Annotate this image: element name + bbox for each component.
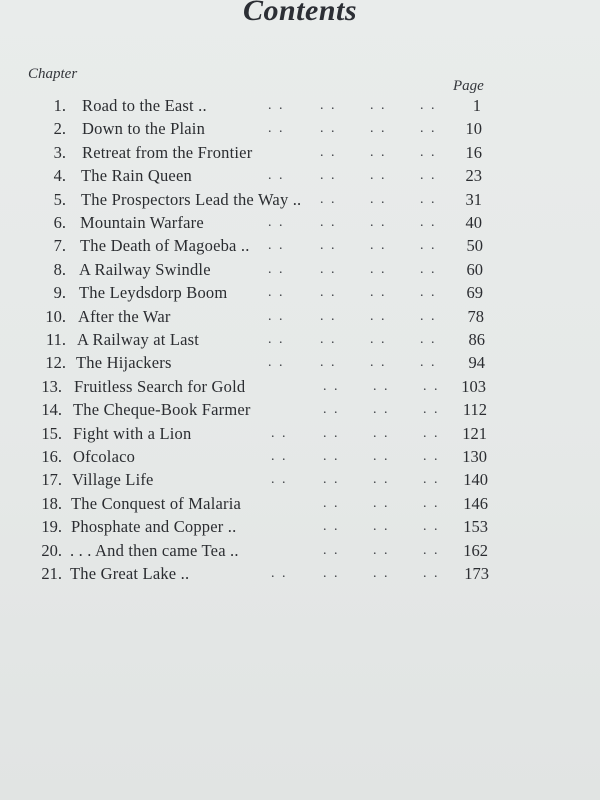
chapter-number: 9. [53,283,66,303]
toc-entry [0,375,600,398]
dot-leaders [0,141,600,164]
dot-leader: . . [423,449,440,464]
dot-leader: . . [423,425,440,441]
dot-leaders [0,328,600,351]
page-number: 94 [468,353,485,373]
dot-leaders [0,562,600,585]
dot-leaders [0,445,600,468]
dot-leader: . . [373,425,390,441]
dot-leader: . . [320,238,337,254]
dot-leader: . . [323,378,340,394]
toc-entry [0,539,600,562]
chapter-title: The Cheque-Book Farmer [73,400,251,420]
toc-entry [0,492,600,515]
dot-leader: . . [373,542,390,558]
toc-entry [0,94,600,117]
toc-entry [0,515,600,538]
dot-leader: . . [420,261,437,277]
toc-entry [0,305,600,328]
page-number: 153 [463,517,488,537]
chapter-title: Road to the East .. [82,96,207,115]
dot-leader: . . [370,144,387,160]
chapter-title: Mountain Warfare [80,213,204,232]
dot-leader: . . [423,495,440,511]
dot-leader: . . [323,495,340,511]
dot-leaders [0,234,600,257]
dot-leader: . . [271,449,288,464]
toc-entry [0,141,600,164]
dot-leader: . . [423,378,440,394]
dot-leader: . . [320,285,337,301]
page-number: 130 [462,447,487,466]
chapter-title: Ofcolaco [73,447,136,466]
chapter-number: 21. [41,564,62,583]
toc-entry [0,445,600,468]
chapter-number: 8. [53,259,66,279]
dot-leader: . . [373,519,390,535]
dot-leader: . . [423,519,440,535]
dot-leader: . . [370,261,387,277]
dot-leader: . . [420,144,437,160]
page-number: 162 [463,540,488,560]
dot-leader: . . [323,566,340,581]
dot-leader: . . [420,215,437,230]
dot-leader: . . [320,355,337,371]
dot-leader: . . [370,191,387,207]
dot-leader: . . [268,121,285,137]
chapter-title: The Conquest of Malaria [71,493,242,513]
dot-leader: . . [420,355,437,371]
chapter-title: Fight with a Lion [73,423,192,443]
page-number: 23 [465,166,482,186]
chapter-number: 15. [41,423,62,443]
dot-leader: . . [323,542,340,558]
chapter-title: Village Life [72,470,154,490]
chapter-number: 1. [53,96,66,115]
toc-entry [0,351,600,374]
chapter-title: The Prospectors Lead the Way .. [81,189,302,209]
dot-leaders [0,94,600,117]
dot-leader: . . [370,98,387,113]
toc-entry [0,398,600,421]
dot-leader: . . [420,191,437,207]
dot-leader: . . [420,238,437,254]
chapter-title: Retreat from the Frontier [82,142,253,162]
page-number: 60 [466,259,483,279]
chapter-title: The Hijackers [76,353,172,373]
dot-leaders [0,258,600,281]
chapter-title: A Railway at Last [77,330,200,349]
dot-leader: . . [373,402,390,418]
dot-leaders [0,539,600,562]
chapter-number: 6. [53,213,66,232]
toc-entry [0,188,600,211]
chapter-number: 17. [41,470,62,490]
dot-leader: . . [320,215,337,230]
dot-leaders [0,117,600,140]
toc-entry [0,258,600,281]
dot-leader: . . [268,215,285,230]
dot-leader: . . [268,308,285,324]
dot-leader: . . [373,495,390,511]
chapter-number: 18. [41,493,62,513]
chapter-column-header: Chapter [28,66,78,82]
toc-entry [0,328,600,351]
chapter-number: 14. [41,400,62,420]
dot-leader: . . [420,168,437,184]
dot-leader: . . [320,261,337,277]
toc-entry [0,422,600,445]
dot-leader: . . [370,121,387,137]
chapter-title: . . . And then came Tea .. [70,540,239,560]
page-number: 121 [462,423,487,443]
dot-leader: . . [373,378,390,394]
page-column-header: Page [453,78,484,94]
dot-leader: . . [370,285,387,301]
toc-entry [0,211,600,234]
dot-leader: . . [370,238,387,254]
page-number: 69 [466,283,483,303]
page-number: 140 [463,470,488,490]
chapter-number: 19. [41,517,62,537]
chapter-title: A Railway Swindle [79,259,211,279]
page-number: 146 [463,493,488,513]
dot-leaders [0,281,600,304]
chapter-number: 2. [53,119,66,139]
dot-leader: . . [370,308,387,324]
dot-leader: . . [370,215,387,230]
page-number: 78 [467,306,484,326]
chapter-title: Phosphate and Copper .. [71,517,237,537]
page-number: 10 [465,119,482,139]
dot-leader: . . [370,168,387,184]
toc-entry [0,281,600,304]
dot-leader: . . [320,121,337,137]
chapter-number: 20. [41,540,62,560]
dot-leader: . . [420,98,437,113]
chapter-number: 10. [45,306,66,326]
dot-leader: . . [320,332,337,347]
dot-leaders [0,188,600,211]
page-title: Contents [242,0,358,27]
chapter-title: The Death of Magoeba .. [80,236,250,256]
dot-leader: . . [420,285,437,301]
page-number: 1 [472,96,481,115]
dot-leaders [0,211,600,234]
dot-leader: . . [373,472,390,488]
toc-entry [0,468,600,491]
chapter-title: Fruitless Search for Gold [74,376,246,396]
dot-leaders [0,492,600,515]
dot-leader: . . [370,332,387,347]
dot-leader: . . [420,121,437,137]
chapter-title: The Great Lake .. [70,564,190,583]
page-number: 31 [465,189,482,209]
dot-leader: . . [320,168,337,184]
dot-leaders [0,422,600,445]
dot-leaders [0,375,600,398]
dot-leaders [0,468,600,491]
dot-leader: . . [268,168,285,184]
dot-leader: . . [268,355,285,371]
toc-entry [0,234,600,257]
toc-entry [0,117,600,140]
chapter-number: 11. [45,330,66,349]
dot-leader: . . [268,332,285,347]
dot-leaders [0,515,600,538]
dot-leader: . . [323,472,340,488]
dot-leader: . . [320,308,337,324]
dot-leader: . . [423,402,440,418]
dot-leader: . . [323,425,340,441]
dot-leaders [0,398,600,421]
dot-leader: . . [271,472,288,488]
dot-leaders [0,351,600,374]
dot-leader: . . [323,519,340,535]
dot-leader: . . [320,191,337,207]
dot-leader: . . [271,425,288,441]
page-number: 112 [462,400,487,420]
page-number: 86 [468,330,485,349]
chapter-number: 13. [41,376,62,396]
page-number: 103 [461,376,486,396]
dot-leader: . . [268,98,285,113]
toc-entry [0,562,600,585]
dot-leader: . . [323,449,340,464]
dot-leader: . . [370,355,387,371]
dot-leader: . . [268,238,285,254]
page-number: 16 [465,142,482,162]
chapter-number: 16. [41,447,62,466]
page-number: 173 [464,564,489,583]
chapter-number: 12. [45,353,66,373]
chapter-number: 7. [53,236,66,256]
chapter-title: After the War [78,306,171,326]
dot-leader: . . [323,402,340,418]
dot-leader: . . [268,261,285,277]
dot-leader: . . [423,542,440,558]
chapter-number: 5. [53,189,66,209]
dot-leader: . . [420,332,437,347]
dot-leader: . . [268,285,285,301]
chapter-number: 4. [53,166,66,186]
chapter-title: Down to the Plain [82,119,206,139]
dot-leader: . . [423,472,440,488]
dot-leader: . . [320,144,337,160]
dot-leader: . . [423,566,440,581]
chapter-number: 3. [53,142,66,162]
dot-leaders [0,305,600,328]
page-number: 40 [465,213,482,232]
dot-leader: . . [373,449,390,464]
dot-leader: . . [320,98,337,113]
chapter-title: The Rain Queen [81,166,192,186]
toc-entry [0,164,600,187]
dot-leader: . . [420,308,437,324]
dot-leader: . . [373,566,390,581]
dot-leader: . . [271,566,288,581]
dot-leaders [0,164,600,187]
chapter-title: The Leydsdorp Boom [79,283,228,303]
page-number: 50 [466,236,483,256]
